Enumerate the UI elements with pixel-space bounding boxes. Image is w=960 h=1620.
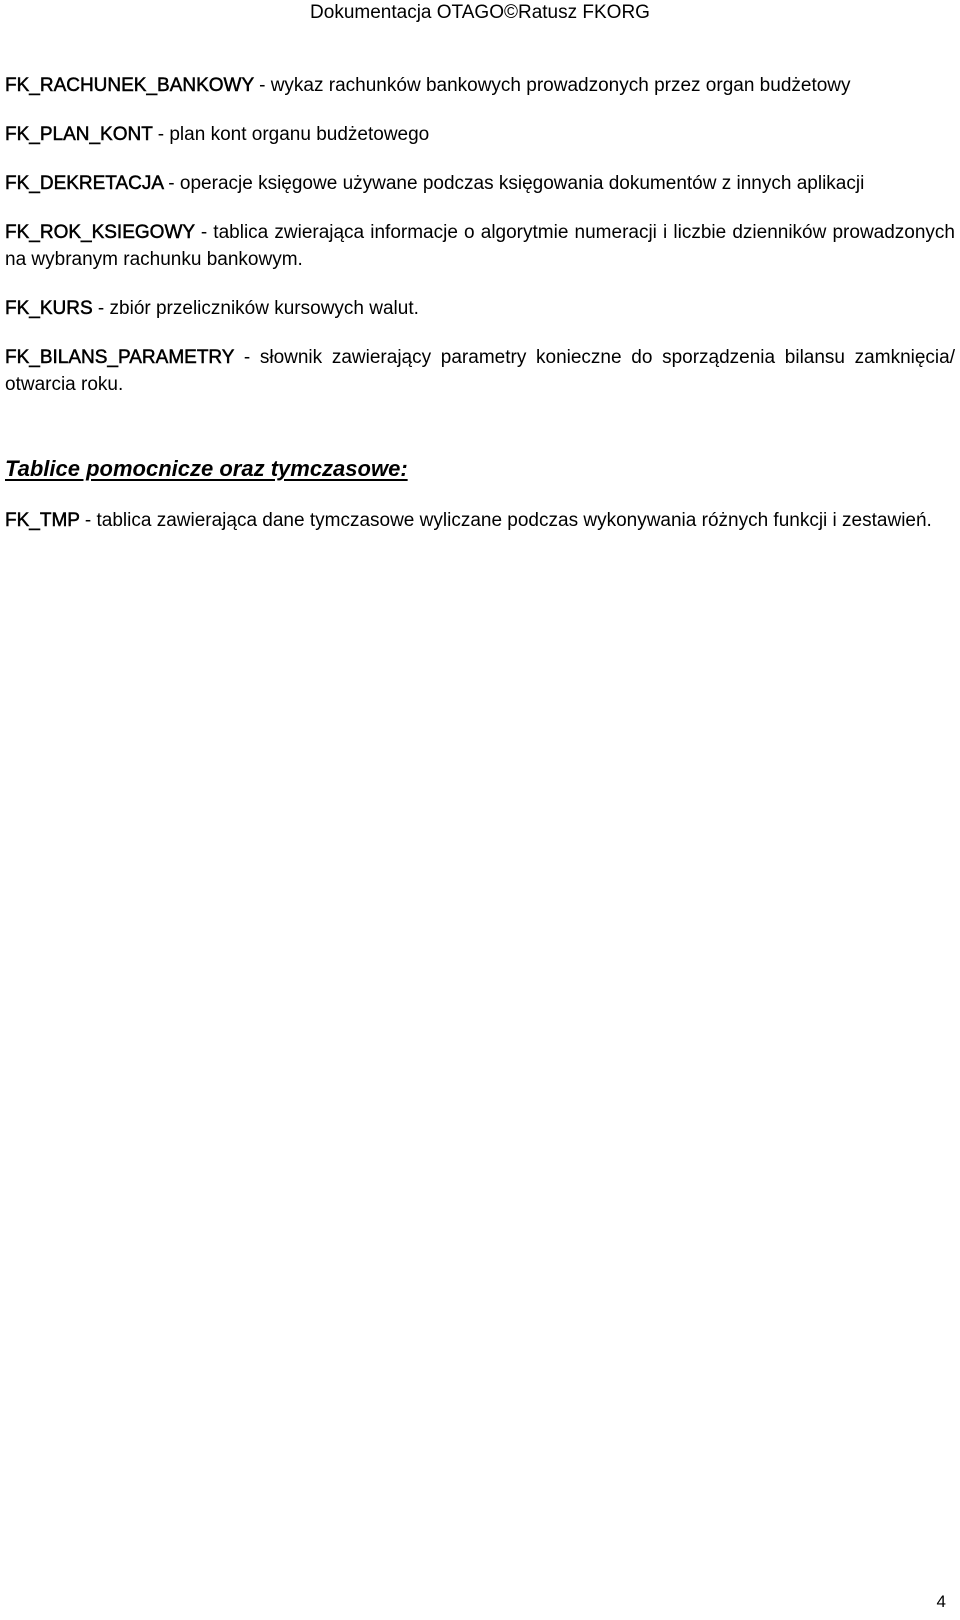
definition-description: - tablica zawierająca dane tymczasowe wyliczane podczas wykonywania różnych funkcji i zestawień. [79,510,932,531]
definition-fk-kurs [5,295,955,322]
page-header [0,0,960,30]
document-title: Dokumentacja OTAGO©Ratusz FKORG [310,2,650,23]
definition-term: FK_KURS [5,298,93,319]
definition-term: FK_RACHUNEK_BANKOWY [5,75,254,96]
document-body [5,72,955,534]
section-heading: Tablice pomocnicze oraz tymczasowe: [5,456,408,481]
definition-description: - zbiór przeliczników kursowych walut. [92,298,419,319]
definition-fk-dekretacja [5,170,955,197]
definition-description: - plan kont organu budżetowego [152,124,430,145]
definition-term: FK_DEKRETACJA [5,173,164,194]
definition-term: FK_PLAN_KONT [5,124,153,145]
definition-term: FK_BILANS_PARAMETRY [5,347,235,368]
definition-fk-tmp [5,507,955,534]
definition-description: - słownik zawierający parametry konieczne do sporządzenia bilansu zamknięcia/ otwarcia roku. [5,347,955,395]
page-number: 4 [936,1592,946,1611]
definition-fk-bilans-parametry [5,344,955,398]
definition-fk-rok-ksiegowy [5,219,955,273]
definition-term: FK_TMP [5,510,80,531]
definition-term: FK_ROK_KSIEGOWY [5,222,195,243]
definition-description: - wykaz rachunków bankowych prowadzonych przez organ budżetowy [253,75,851,96]
definition-description: - operacje księgowe używane podczas księgowania dokumentów z innych aplikacji [163,173,865,194]
definition-fk-rachunek-bankowy [5,72,955,99]
definition-description: - tablica zwierająca informacje o algorytmie numeracji i liczbie dzienników prowadzonych na wybranym rachunku bankowym. [5,222,955,270]
definition-fk-plan-kont [5,121,955,148]
